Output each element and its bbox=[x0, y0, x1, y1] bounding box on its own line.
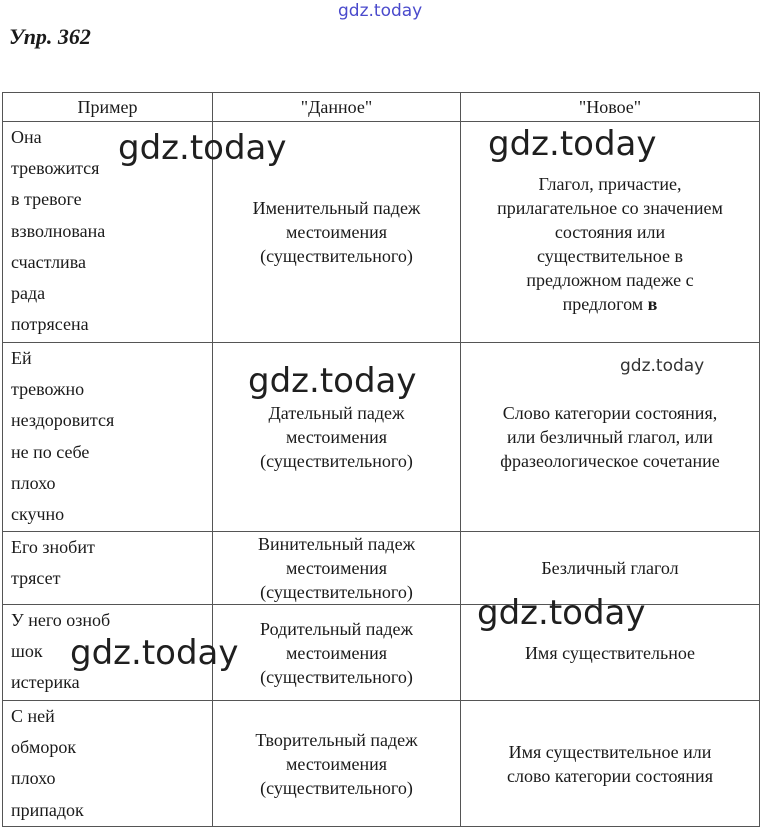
watermark: gdz.today bbox=[620, 356, 705, 376]
given-line: Дательный падеж bbox=[268, 403, 405, 423]
example-line: скучно bbox=[11, 503, 65, 524]
examples-cell bbox=[3, 532, 213, 605]
given-line: местоимения bbox=[285, 642, 387, 663]
new-line: прилагательное со значением bbox=[497, 198, 723, 218]
given-cell bbox=[213, 605, 461, 701]
given-line: (существительного) bbox=[260, 451, 413, 471]
watermark: gdz.today bbox=[70, 633, 239, 673]
example-line: тревожно bbox=[11, 379, 85, 400]
example-line: шок bbox=[11, 641, 43, 662]
new-line: Безличный глагол bbox=[541, 558, 679, 578]
example-line: С ней bbox=[11, 706, 55, 726]
example-line: в тревоге bbox=[11, 189, 82, 210]
watermark: gdz.today bbox=[477, 593, 646, 633]
given-line: местоимения bbox=[285, 753, 387, 774]
example-line: рада bbox=[11, 282, 46, 303]
example-line: трясет bbox=[11, 568, 61, 589]
given-cell bbox=[213, 532, 461, 605]
header-row bbox=[3, 93, 760, 122]
new-line: Имя существительное bbox=[524, 642, 696, 663]
example-line: Ей bbox=[11, 348, 32, 368]
header-example: Пример bbox=[3, 93, 213, 122]
exercise-table bbox=[2, 92, 760, 827]
header-new: "Новое" bbox=[461, 93, 760, 122]
example-line: Она bbox=[11, 127, 42, 147]
given-line: (существительного) bbox=[260, 582, 413, 602]
new-line: Глагол, причастие, bbox=[538, 174, 682, 194]
examples-cell bbox=[3, 343, 213, 532]
given-line: местоимения bbox=[285, 427, 387, 447]
given-line: местоимения bbox=[285, 222, 387, 242]
given-line: местоимения bbox=[285, 558, 387, 578]
example-line: не по себе bbox=[11, 441, 90, 462]
new-line: Имя существительное или bbox=[508, 741, 712, 762]
given-line: Творительный падеж bbox=[255, 729, 418, 750]
new-cell bbox=[461, 343, 760, 532]
new-line: состояния или bbox=[554, 222, 666, 242]
new-line: существительное в bbox=[537, 246, 683, 266]
example-line: взволнована bbox=[11, 220, 106, 241]
new-line: или безличный глагол, или bbox=[507, 427, 713, 447]
examples-cell bbox=[3, 701, 213, 827]
preposition-bold: в bbox=[647, 294, 658, 314]
example-line: потрясена bbox=[11, 314, 89, 335]
example-line: обморок bbox=[11, 737, 77, 758]
given-line: Именительный падеж bbox=[252, 198, 421, 218]
watermark-top: gdz.today bbox=[338, 1, 423, 21]
new-line: фразеологическое сочетание bbox=[500, 451, 720, 471]
table-row bbox=[3, 701, 760, 827]
new-line: слово категории состояния bbox=[507, 765, 713, 786]
new-cell bbox=[461, 701, 760, 827]
new-line: предложном падеже с bbox=[526, 270, 694, 290]
new-line-text: предлогом bbox=[562, 294, 644, 314]
exercise-title: Упр. 362 bbox=[9, 24, 91, 49]
header-given: "Данное" bbox=[213, 93, 461, 122]
example-line: тревожится bbox=[11, 158, 100, 179]
example-line: истерика bbox=[11, 672, 80, 693]
given-line: (существительного) bbox=[260, 777, 413, 798]
given-line: Родительный падеж bbox=[260, 618, 413, 639]
given-line: (существительного) bbox=[260, 246, 413, 266]
given-cell bbox=[213, 701, 461, 827]
example-line: плохо bbox=[11, 472, 56, 493]
given-line: (существительного) bbox=[260, 666, 413, 687]
table-row bbox=[3, 532, 760, 605]
example-line: плохо bbox=[11, 768, 56, 789]
watermark: gdz.today bbox=[488, 124, 657, 164]
example-line: нездоровится bbox=[11, 410, 115, 431]
watermark: gdz.today bbox=[118, 128, 287, 168]
new-line-last bbox=[469, 292, 751, 316]
new-line: Слово категории состояния, bbox=[502, 403, 718, 423]
watermark: gdz.today bbox=[248, 361, 417, 401]
example-line: припадок bbox=[11, 799, 84, 820]
example-line: У него озноб bbox=[11, 610, 111, 630]
given-line: Винительный падеж bbox=[257, 534, 416, 554]
example-line: Его знобит bbox=[11, 537, 95, 557]
example-line: счастлива bbox=[11, 251, 86, 272]
